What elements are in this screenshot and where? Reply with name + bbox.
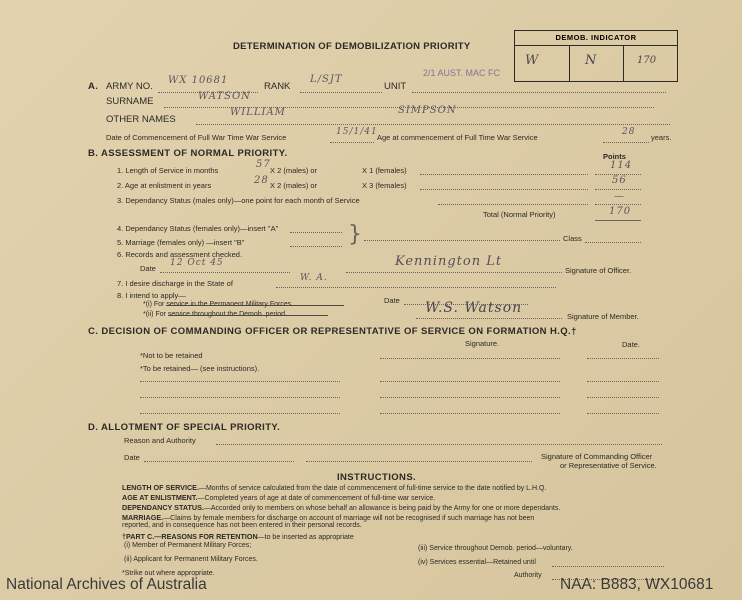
apply-option-pmf: *(i) For service in the Permanent Military Forces. <box>143 301 294 308</box>
archive-reference: NAA: B883, WX10681 <box>560 576 714 593</box>
date-line <box>587 381 659 382</box>
instruction-length <box>122 483 546 492</box>
instruction-dependancy-text: —Accorded only to members on whose behalf an allowance is being paid by the Army for one or more dependants. <box>203 505 561 512</box>
unit-label: UNIT <box>384 81 407 92</box>
retained-until-line <box>552 566 664 567</box>
age-enlistment-years: 28 <box>254 175 269 186</box>
records-date-line <box>160 272 290 273</box>
surname-value: WATSON <box>198 91 251 102</box>
records-date-value: 12 Oct 45 <box>170 258 224 268</box>
indicator-value-1: W <box>525 53 539 68</box>
instruction-part-c-text: —to be inserted as appropriate <box>257 534 354 541</box>
indicator-value-2: N <box>585 53 597 68</box>
member-signature-label: Signature of Member. <box>567 312 639 321</box>
brace: } <box>348 222 362 247</box>
signature-line <box>380 358 560 359</box>
class-label: Class <box>563 234 582 243</box>
class-line <box>585 242 641 243</box>
instruction-part-c-title: †PART C.—REASONS FOR RETENTION <box>122 532 258 541</box>
instruction-length-text: —Months of service calculated from the date of commencement of full-time service to the date notified by L.H.Q. <box>198 485 547 492</box>
records-date-label: Date <box>140 264 156 273</box>
length-of-service-label: 1. Length of Service in months <box>117 166 219 175</box>
discharge-state-line <box>276 287 556 288</box>
points-header: Points <box>603 152 626 161</box>
indicator-value-3: 170 <box>637 55 657 66</box>
instruction-dependancy <box>122 503 560 512</box>
dependancy-points: — <box>614 191 625 202</box>
member-signature-line <box>416 318 562 319</box>
section-b-heading: B. ASSESSMENT OF NORMAL PRIORITY. <box>88 148 288 159</box>
dot-leader <box>420 174 588 175</box>
discharge-state-label: 7. I desire discharge in the State of <box>117 279 233 288</box>
years-label: years. <box>651 133 672 142</box>
length-of-service-months: 57 <box>256 159 271 170</box>
reason-member-pmf: (i) Member of Permanent Military Forces; <box>124 542 252 549</box>
other-names-line <box>196 124 670 125</box>
reason-authority-label: Reason and Authority <box>124 436 196 445</box>
reason-applicant-pmf: (ii) Applicant for Permanent Military Forces. <box>124 556 258 563</box>
intend-apply-label: 8. I intend to apply— <box>117 291 186 300</box>
reason-line <box>140 413 340 414</box>
dependancy-status-label: 3. Dependancy Status (males only)—one point for each month of Service <box>117 196 360 205</box>
instructions-heading: INSTRUCTIONS. <box>337 472 417 483</box>
army-no-value: WX 10681 <box>168 75 229 86</box>
commencement-date: 15/1/41 <box>336 127 378 137</box>
special-date-label: Date <box>124 453 140 462</box>
officer-signature-line <box>346 272 562 273</box>
length-multiplier-female: X 1 (females) <box>362 166 407 175</box>
unit-stamp: 2/1 AUST. MAC FC <box>423 68 501 78</box>
insert-b-line <box>290 246 342 247</box>
commencement-label: Date of Commencement of Full War Time War Service <box>106 133 287 142</box>
discharge-state-value: W. A. <box>300 273 328 283</box>
other-names-value-2: SIMPSON <box>398 105 457 116</box>
strike-out-note: *Strike out where appropriate. <box>122 570 215 577</box>
reason-services-essential: (iv) Services essential—Retained until <box>418 559 536 566</box>
rank-value: L/SJT <box>310 74 343 85</box>
officer-signature: Kennington Lt <box>395 254 503 269</box>
instruction-marriage <box>122 513 534 522</box>
total-label: Total (Normal Priority) <box>483 210 556 219</box>
marriage-label: 5. Marriage (females only) —insert "B" <box>117 238 245 247</box>
signature-line <box>380 397 560 398</box>
authority-label: Authority <box>514 572 542 579</box>
date-line <box>587 397 659 398</box>
length-multiplier-male: X 2 (males) or <box>270 166 318 175</box>
apply-option-demob: *(ii) For service throughout the Demob. period. <box>143 311 287 318</box>
indicator-divider <box>569 46 570 81</box>
dot-leader <box>438 204 588 205</box>
signature-line <box>380 381 560 382</box>
special-signature-line <box>306 461 532 462</box>
section-c-date-label: Date. <box>622 340 640 349</box>
instruction-length-title: LENGTH OF SERVICE. <box>122 483 199 492</box>
surname-label: SURNAME <box>106 96 154 107</box>
instruction-dependancy-title: DEPENDANCY STATUS. <box>122 503 204 512</box>
demob-indicator-box <box>514 30 678 82</box>
instruction-marriage-cont: reported, and in consequence has not been entered in their personal records. <box>122 522 362 529</box>
insert-a-line <box>290 232 342 233</box>
instruction-age <box>122 493 435 502</box>
army-no-label: ARMY NO. <box>106 81 153 92</box>
age-multiplier-male: X 2 (males) or <box>270 181 318 190</box>
section-c-signature-label: Signature. <box>465 339 500 348</box>
dot-leader <box>420 189 588 190</box>
age-commencement-label: Age at commencement of Full Time War Service <box>377 133 538 142</box>
instruction-marriage-title: MARRIAGE. <box>122 513 164 522</box>
to-be-retained-label: *To be retained— (see instructions). <box>140 364 260 373</box>
age-multiplier-female: X 3 (females) <box>362 181 407 190</box>
instruction-age-text: —Completed years of age at date of commencement of full-time war service. <box>197 495 436 502</box>
rank-line <box>300 92 382 93</box>
date-line <box>587 358 659 359</box>
reason-authority-line <box>216 444 662 445</box>
age-commencement-value: 28 <box>622 127 636 137</box>
reason-line <box>140 381 340 382</box>
date-line <box>587 413 659 414</box>
special-date-line <box>144 461 294 462</box>
rank-label: RANK <box>264 81 291 92</box>
section-a-letter: A. <box>88 81 99 92</box>
records-checked-label: 6. Records and assessment checked. <box>117 250 243 259</box>
other-names-value-1: WILLIAM <box>230 107 286 118</box>
points-line <box>595 189 641 190</box>
total-points: 170 <box>609 206 632 217</box>
not-retained-label: *Not to be retained <box>140 351 203 360</box>
section-d-heading: D. ALLOTMENT OF SPECIAL PRIORITY. <box>88 422 281 433</box>
total-line <box>595 220 641 221</box>
strikethrough <box>168 315 328 316</box>
points-line <box>595 204 641 205</box>
unit-line <box>412 92 666 93</box>
reason-line <box>140 397 340 398</box>
instruction-part-c <box>122 532 354 541</box>
other-names-label: OTHER NAMES <box>106 114 176 125</box>
length-points: 114 <box>610 160 633 171</box>
dot-leader <box>364 240 560 241</box>
demob-indicator-header: DEMOB. INDICATOR <box>515 31 677 46</box>
co-signature-label: Signature of Commanding Officer <box>541 452 653 461</box>
commencement-line <box>330 142 374 143</box>
age-enlistment-label: 2. Age at enlistment in years <box>117 181 212 190</box>
rep-signature-label: or Representative of Service. <box>560 461 657 470</box>
section-c-heading: C. DECISION OF COMMANDING OFFICER OR REPRESENTATIVE OF SERVICE ON FORMATION H.Q.† <box>88 326 577 337</box>
member-signature: W.S. Watson <box>425 300 523 316</box>
indicator-divider <box>623 46 624 81</box>
member-date-label: Date <box>384 296 400 305</box>
archive-credit: National Archives of Australia <box>6 576 207 593</box>
instruction-age-title: AGE AT ENLISTMENT. <box>122 493 198 502</box>
officer-signature-label: Signature of Officer. <box>565 266 632 275</box>
form-title: DETERMINATION OF DEMOBILIZATION PRIORITY <box>233 41 471 52</box>
instruction-marriage-text: —Claims by female members for discharge on account of marriage will not be recognised if such marriage has not been <box>163 515 535 522</box>
dependancy-female-label: 4. Dependancy Status (females only)—insert "A" <box>117 224 279 233</box>
age-points: 56 <box>612 175 627 186</box>
age-line <box>603 142 649 143</box>
reason-demob-voluntary: (iii) Service throughout Demob. period—voluntary. <box>418 545 573 552</box>
strikethrough <box>166 305 344 306</box>
signature-line <box>380 413 560 414</box>
